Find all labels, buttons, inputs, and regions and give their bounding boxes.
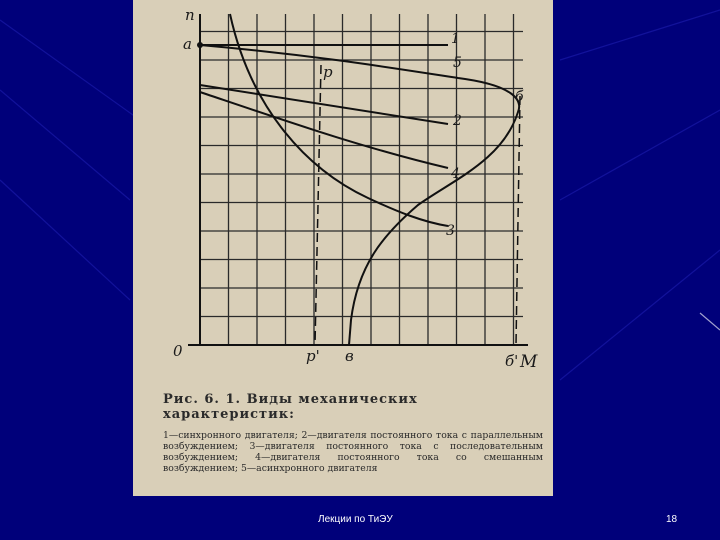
page-number: 18	[666, 514, 678, 525]
curve-label-4: 4	[451, 166, 460, 182]
label-p-top: p	[323, 63, 333, 81]
label-v: в	[345, 347, 354, 365]
label-p-bottom: p'	[306, 347, 320, 365]
label-b-bottom: б'	[505, 352, 519, 370]
figure-caption	[163, 392, 543, 474]
label-a: a	[183, 35, 192, 53]
caption-text: 1—синхронного двигателя; 2—двигателя постоянного тока с параллельным возбуждением; 3—двигателя постоянного тока с последовательным возбуждением; 4—двигателя постоянного тока со смешанным возбуждением; 5—асинхронного двигателя	[163, 430, 543, 474]
label-M: M	[520, 352, 538, 372]
label-b: б	[515, 89, 524, 105]
caption-title: Рис. 6. 1. Виды механических характеристик:	[163, 392, 418, 422]
dashed-line-b	[516, 96, 520, 345]
point-a	[197, 42, 203, 48]
curve-label-2: 2	[453, 113, 462, 129]
curve-label-1: 1	[451, 31, 460, 47]
curve-label-5: 5	[453, 55, 462, 71]
footer-title: Лекции по ТиЭУ	[318, 514, 393, 525]
figure-scan	[133, 0, 553, 496]
curve-label-3: 3	[446, 223, 455, 239]
curve-4-mixed	[200, 92, 448, 168]
label-n: n	[185, 6, 195, 24]
label-origin: 0	[173, 342, 183, 360]
dashed-line-p	[315, 65, 321, 345]
curve-5-asynchronous	[200, 45, 519, 345]
